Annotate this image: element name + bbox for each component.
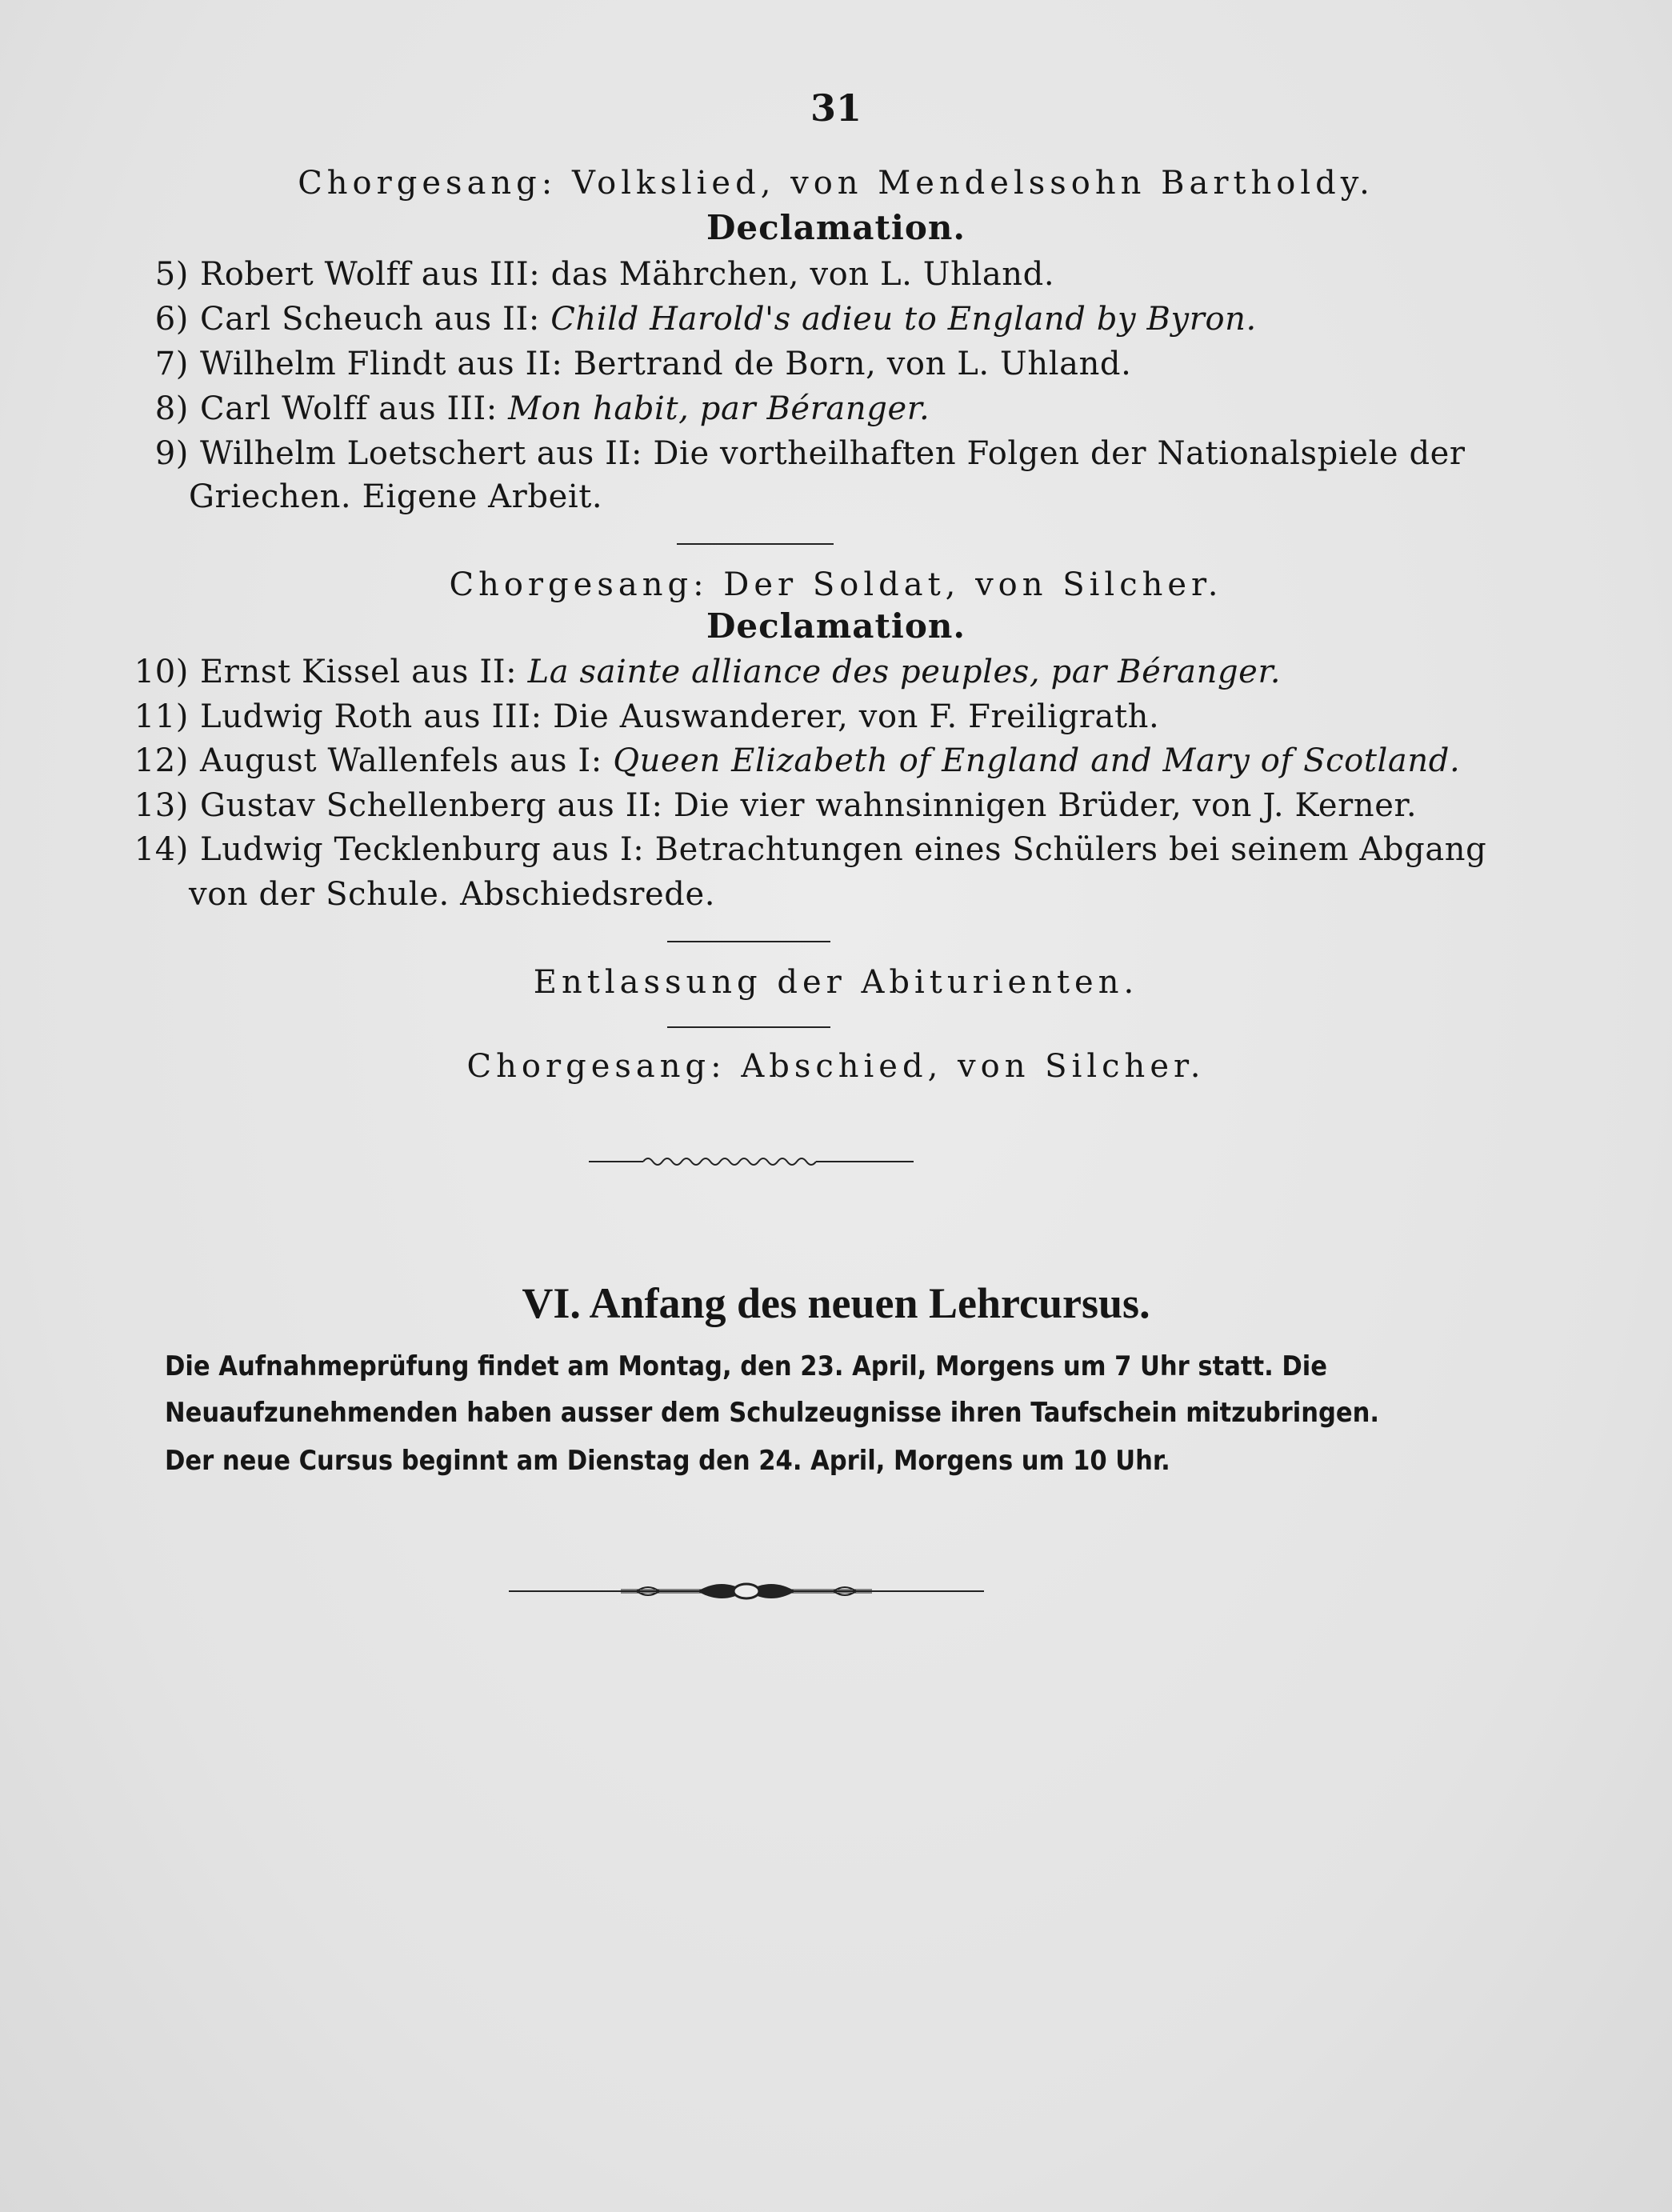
item-14-continuation: von der Schule. Abschiedsrede. bbox=[189, 876, 716, 913]
program-item bbox=[120, 831, 1486, 868]
item-text: Wilhelm Flindt aus II: Bertrand de Born, von L. Uhland. bbox=[200, 346, 1132, 382]
item-title-italic: Queen Elizabeth of England and Mary of Scotland. bbox=[613, 742, 1461, 779]
item-number: 10) bbox=[134, 654, 189, 690]
page-number: 31 bbox=[810, 86, 862, 130]
program-item bbox=[120, 390, 930, 427]
divider-rule bbox=[667, 941, 830, 942]
item-number: 11) bbox=[134, 698, 189, 735]
item-title-italic: Mon habit, par Béranger. bbox=[508, 390, 930, 427]
section-vi-paragraph-1-line-2: Neuaufzunehmenden haben ausser dem Schulzeugnisse ihren Taufschein mitzubringen. bbox=[165, 1397, 1380, 1429]
item-number: 8) bbox=[154, 390, 189, 427]
program-item bbox=[120, 698, 1159, 735]
item-text: Ludwig Tecklenburg aus I: Betrachtungen eines Schülers bei seinem Abgang bbox=[200, 831, 1487, 868]
chorgesang-abschied: Chorgesang: Abschied, von Silcher. bbox=[466, 1048, 1206, 1085]
item-number: 14) bbox=[134, 831, 189, 868]
program-item bbox=[120, 346, 1131, 382]
program-item bbox=[120, 742, 1460, 779]
declamation-heading-1: Declamation. bbox=[706, 208, 966, 247]
item-text: Wilhelm Loetschert aus II: Die vortheilhaften Folgen der Nationalspiele der bbox=[200, 435, 1466, 472]
item-text: Robert Wolff aus III: das Mährchen, von L. Uhland. bbox=[200, 256, 1055, 293]
item-9-continuation: Griechen. Eigene Arbeit. bbox=[189, 478, 603, 515]
wavy-divider-ornament bbox=[587, 1152, 915, 1171]
section-vi-paragraph-1-line-1: Die Aufnahmeprüfung findet am Montag, den 23. April, Morgens um 7 Uhr statt. Die bbox=[165, 1350, 1328, 1382]
item-title-italic: Child Harold's adieu to England by Byron. bbox=[550, 301, 1257, 338]
item-number: 13) bbox=[134, 786, 189, 824]
ornamental-end-divider bbox=[509, 1579, 984, 1603]
divider-rule bbox=[677, 543, 834, 545]
item-text: August Wallenfels aus I: bbox=[200, 742, 614, 779]
item-number: 7) bbox=[154, 346, 189, 382]
item-number: 12) bbox=[134, 742, 189, 779]
divider-rule bbox=[667, 1026, 830, 1028]
item-number: 5) bbox=[154, 256, 189, 293]
item-number: 9) bbox=[154, 435, 189, 472]
item-text: Ernst Kissel aus II: bbox=[200, 654, 528, 690]
program-item bbox=[120, 787, 1417, 824]
item-text: Ludwig Roth aus III: Die Auswanderer, von F. Freiligrath. bbox=[200, 698, 1160, 735]
item-number: 6) bbox=[154, 301, 189, 338]
item-text: Carl Scheuch aus II: bbox=[200, 301, 551, 338]
item-text: Gustav Schellenberg aus II: Die vier wahnsinnigen Brüder, von J. Kerner. bbox=[200, 786, 1418, 824]
program-item bbox=[120, 256, 1054, 293]
program-item bbox=[120, 435, 1466, 472]
program-item bbox=[120, 654, 1281, 690]
chorgesang-soldat: Chorgesang: Der Soldat, von Silcher. bbox=[449, 566, 1223, 603]
section-vi-title: VI. Anfang des neuen Lehrcursus. bbox=[522, 1279, 1150, 1327]
item-text: Carl Wolff aus III: bbox=[200, 390, 509, 427]
section-vi-paragraph-2: Der neue Cursus beginnt am Dienstag den 24. April, Morgens um 10 Uhr. bbox=[165, 1445, 1170, 1477]
declamation-heading-2: Declamation. bbox=[706, 606, 966, 646]
item-title-italic: La sainte alliance des peuples, par Béranger. bbox=[527, 654, 1282, 690]
program-item bbox=[120, 301, 1257, 338]
entlassung-text: Entlassung der Abiturienten. bbox=[533, 964, 1139, 1001]
chorgesang-volkslied: Chorgesang: Volkslied, von Mendelssohn Bartholdy. bbox=[298, 165, 1374, 202]
